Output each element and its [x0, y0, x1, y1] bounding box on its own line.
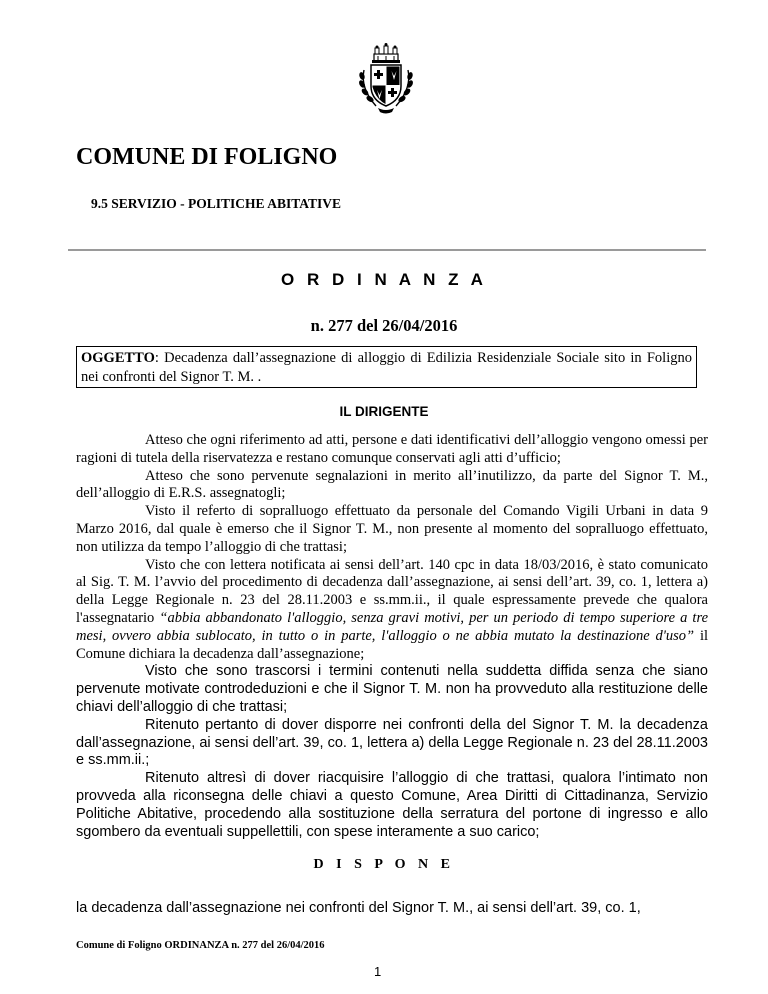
dispone-text: la decadenza dall’assegnazione nei confronti del Signor T. M., ai sensi dell’art. 39, co. 1,: [76, 900, 641, 916]
coat-of-arms-icon: [348, 40, 424, 116]
dispone-heading: D I S P O N E: [313, 857, 455, 872]
paragraph-inspection: Visto il referto di sopralluogo effettuato da personale del Comando Vigili Urbani in data 9 Marzo 2016, dal quale è emerso che il Signor T. M., non presente al momento del sopralluogo effettuato, non utilizza da tempo l’alloggio di che trattasi;: [76, 503, 708, 555]
paragraph-reports: Atteso che sono pervenute segnalazioni in merito all’inutilizzo, da parte del Signor T. M., dell’alloggio di E.R.S. assegnatogli;: [76, 467, 708, 502]
page-number: 1: [374, 964, 382, 979]
header-divider: [68, 249, 706, 251]
paragraph-decadence: Ritenuto pertanto di dover disporre nei confronti della del Signor T. M. la decadenza dall’assegnazione, ai sensi dell’art. 39, co. 1, lettera a) della Legge Regionale n. 23 del 28.11.2003 e ss.mm.ii.;: [76, 716, 708, 769]
service-subtitle: 9.5 SERVIZIO - POLITICHE ABITATIVE: [91, 196, 341, 211]
document-body: [76, 432, 708, 841]
municipality-title: COMUNE DI FOLIGNO: [76, 144, 338, 170]
page-footer: Comune di Foligno ORDINANZA n. 277 del 26/04/2016: [76, 940, 325, 951]
paragraph-recovery: Ritenuto altresì di dover riacquisire l’alloggio di che trattasi, qualora l’intimato non provveda alla riconsegna delle chiavi a questo Comune, Area Diritti di Cittadinanza, Servizio Politiche Abitative, procedendo alla sostituzione della serratura del portone di ingresso e allo sgombero da eventuali suppellettili, con spese interamente a suo carico;: [76, 770, 708, 840]
ordinance-number: n. 277 del 26/04/2016: [310, 316, 458, 335]
paragraph-notification: [76, 557, 708, 664]
subject-box: [76, 346, 697, 388]
paragraph-privacy: Atteso che ogni riferimento ad atti, persone e dati identificativi dell’alloggio vengono omessi per ragioni di tutela della riservatezza e restano comunque conservati agli atti d’ufficio;: [76, 432, 708, 466]
subject-text: : Decadenza dall’assegnazione di alloggio di Edilizia Residenziale Sociale sito in Foligno nei confronti del Signor T. M. .: [81, 350, 692, 385]
law-quote: “abbia abbandonato l'alloggio, senza gravi motivi, per un periodo di tempo superiore a tre mesi, ovvero abbia sublocato, in tutto o in parte, l'alloggio o ne abbia mutato la destinazione d'uso”: [76, 609, 709, 644]
paragraph-terms-expired: Visto che sono trascorsi i termini contenuti nella suddetta diffida senza che siano pervenute motivate controdeduzioni e che il Signor T. M. non ha provveduto alla restituzione delle chiavi dell’alloggio di che trattasi;: [76, 663, 708, 715]
authority-heading: IL DIRIGENTE: [339, 404, 429, 419]
document-type-heading: O R D I N A N Z A: [281, 270, 487, 289]
crown-icon: [372, 43, 400, 63]
notification-text: Visto che con lettera notificata ai sensi dell’art. 140 cpc in data 18/03/2016, è stato comunicato al Sig. T. M. l’avvio del procedimento di decadenza dall’assegnazione, ai sensi dell’art. 39, co. 1, lettera a) della Legge Regionale n. 23 del 28.11.2003 e ss.mm.ii., il quale espressamente prevede che qualora l'assegnatario: [76, 556, 708, 626]
subject-label: OGGETTO: [81, 350, 155, 366]
shield-icon: [371, 65, 401, 106]
notification-text-end: il Comune dichiara la decadenza dall’assegnazione;: [76, 627, 708, 662]
